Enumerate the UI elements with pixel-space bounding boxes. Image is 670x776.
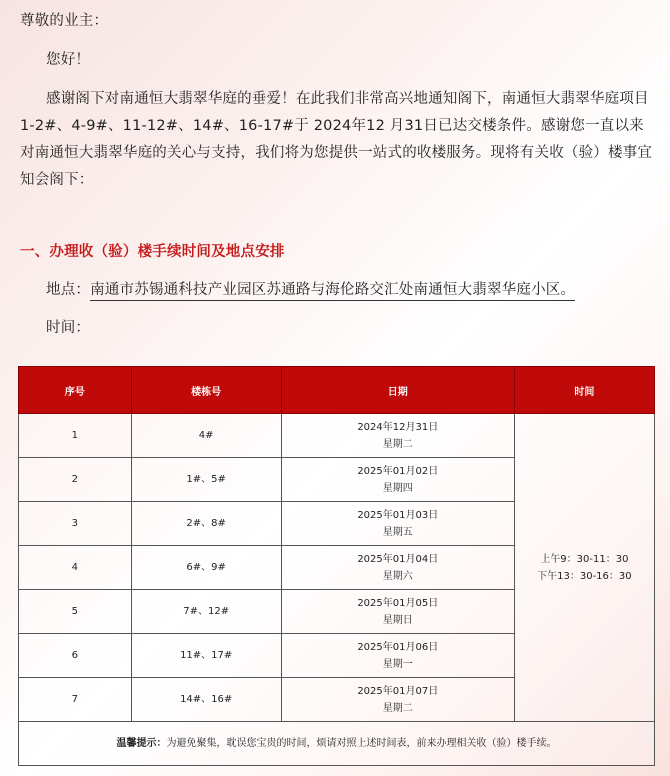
- time-slot-cell: [514, 414, 654, 722]
- row-no: 7: [19, 678, 132, 722]
- row-no: 6: [19, 634, 132, 678]
- table-header-row: [19, 367, 655, 414]
- row-building: 7#、12#: [131, 590, 281, 634]
- row-building: 4#: [131, 414, 281, 458]
- row-date-cell: [281, 590, 514, 634]
- body-paragraph: 感谢阁下对南通恒大翡翠华庭的垂爱！在此我们非常高兴地通知阁下，南通恒大翡翠华庭项目1-2#、4-9#、11-12#、14#、16-17#于 2024年12 月31日已达交楼条件。感谢您一直以来对南通恒大翡翠华庭的关心与支持，我们将为您提供一站式的收楼服务。现将有关收（验）楼事宜知会阁下：: [20, 91, 653, 188]
- row-no: 3: [19, 502, 132, 546]
- greeting: 您好！: [46, 52, 91, 68]
- row-no: 4: [19, 546, 132, 590]
- location-line: [46, 277, 575, 304]
- header-date: 日期: [281, 367, 514, 414]
- tip-label: 温馨提示：: [116, 738, 167, 749]
- row-date-cell: [281, 678, 514, 722]
- row-date: 2025年01月03日: [357, 509, 439, 521]
- row-date: 2025年01月07日: [357, 685, 439, 697]
- time-label: 时间：: [46, 320, 91, 336]
- tip-text: 为避免聚集，耽误您宝贵的时间，烦请对照上述时间表，前来办理相关收（验）楼手续。: [166, 738, 557, 749]
- location-value: 南通市苏锡通科技产业园区苏通路与海伦路交汇处南通恒大翡翠华庭小区。: [90, 282, 575, 301]
- row-date-cell: [281, 458, 514, 502]
- row-weekday: 星期二: [382, 702, 413, 714]
- header-time: 时间: [514, 367, 654, 414]
- location-label: 地点：: [46, 282, 91, 298]
- row-date: 2025年01月06日: [357, 641, 439, 653]
- tip-cell: [19, 722, 655, 766]
- row-building: 11#、17#: [131, 634, 281, 678]
- tip-row: [19, 722, 655, 766]
- row-date: 2025年01月05日: [357, 597, 439, 609]
- time-afternoon: 下午13：30-16：30: [537, 570, 632, 582]
- row-date-cell: [281, 546, 514, 590]
- section-title: 一、办理收（验）楼手续时间及地点安排: [20, 244, 285, 260]
- table-row: [19, 414, 655, 458]
- row-no: 5: [19, 590, 132, 634]
- row-date: 2025年01月04日: [357, 553, 439, 565]
- time-morning: 上午9：30-11：30: [540, 553, 629, 565]
- row-no: 2: [19, 458, 132, 502]
- row-weekday: 星期二: [382, 438, 413, 450]
- schedule-table: [18, 366, 655, 766]
- row-weekday: 星期一: [382, 658, 413, 670]
- row-building: 1#、5#: [131, 458, 281, 502]
- row-weekday: 星期日: [382, 614, 413, 626]
- row-date-cell: [281, 634, 514, 678]
- row-building: 6#、9#: [131, 546, 281, 590]
- row-date-cell: [281, 414, 514, 458]
- row-date: 2024年12月31日: [357, 421, 439, 433]
- salutation: 尊敬的业主：: [20, 13, 109, 29]
- row-no: 1: [19, 414, 132, 458]
- row-date-cell: [281, 502, 514, 546]
- row-weekday: 星期五: [382, 526, 413, 538]
- row-weekday: 星期六: [382, 570, 413, 582]
- header-building: 楼栋号: [131, 367, 281, 414]
- row-building: 2#、8#: [131, 502, 281, 546]
- row-building: 14#、16#: [131, 678, 281, 722]
- header-no: 序号: [19, 367, 132, 414]
- row-date: 2025年01月02日: [357, 465, 439, 477]
- row-weekday: 星期四: [382, 482, 413, 494]
